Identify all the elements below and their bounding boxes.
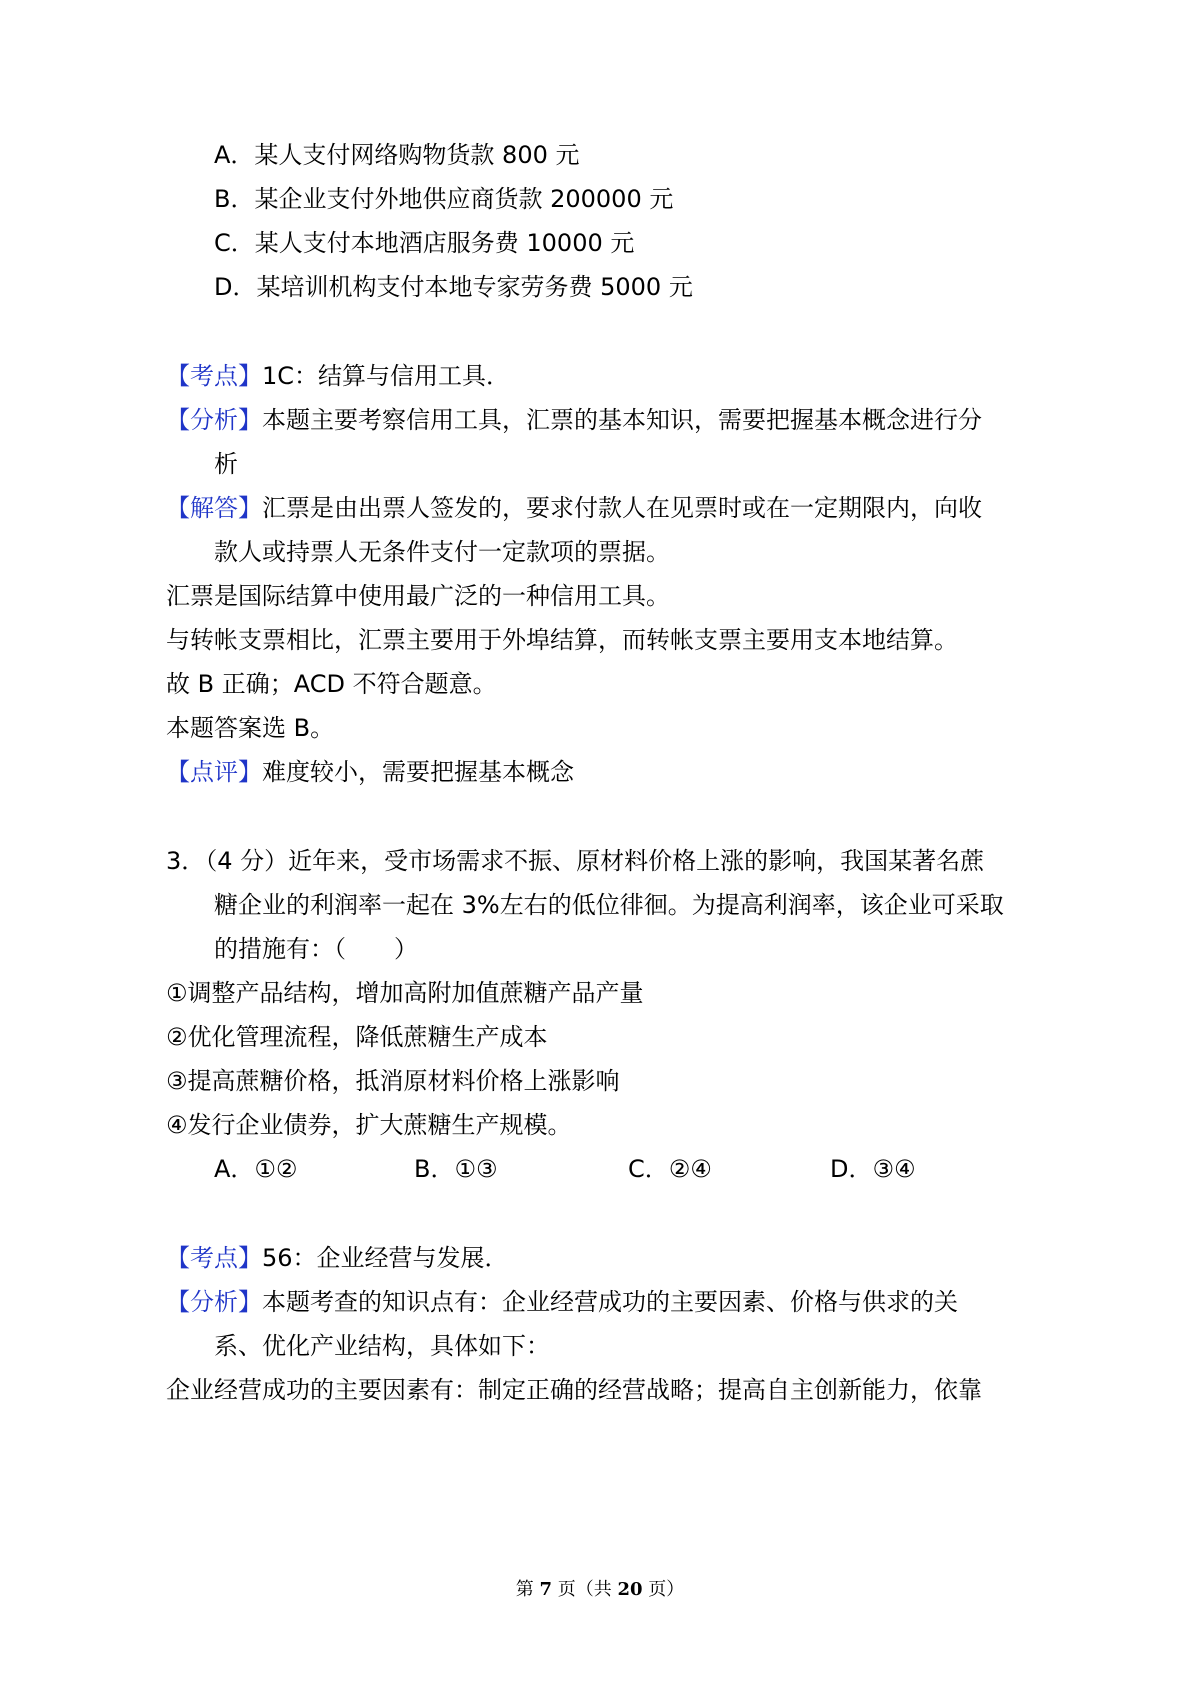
- q3-item-1: ①调整产品结构，增加高附加值蔗糖产品产量: [166, 979, 644, 1007]
- q2-option-a: A．某人支付网络购物货款 800 元: [214, 141, 580, 169]
- page-footer: [0, 1574, 1200, 1606]
- q3-option-d: D．③④: [830, 1155, 916, 1183]
- footer-middle: 页（共: [552, 1579, 618, 1600]
- dianping-text: 难度较小，需要把握基本概念: [262, 758, 574, 786]
- fenxi-tag: 【分析】: [166, 406, 262, 434]
- q2-fenxi: [166, 404, 982, 436]
- kaodian-tag: 【考点】: [166, 1244, 262, 1272]
- q2-option-b: B．某企业支付外地供应商货款 200000 元: [214, 185, 674, 213]
- q2-jieda: [166, 492, 982, 524]
- fenxi-text: 本题主要考察信用工具，汇票的基本知识，需要把握基本概念进行分: [262, 406, 982, 434]
- q2-option-c: C．某人支付本地酒店服务费 10000 元: [214, 229, 635, 257]
- jieda-text: 汇票是由出票人签发的，要求付款人在见票时或在一定期限内，向收: [262, 494, 982, 522]
- q3-option-a: A．①②: [214, 1155, 298, 1183]
- q2-fenxi-cont: 析: [214, 450, 238, 478]
- q3-para-1: 企业经营成功的主要因素有：制定正确的经营战略；提高自主创新能力，依靠: [166, 1376, 982, 1404]
- kaodian-tag: 【考点】: [166, 362, 262, 390]
- fenxi-tag: 【分析】: [166, 1288, 262, 1316]
- footer-suffix: 页）: [642, 1579, 685, 1600]
- q3-stem-cont-1: 糖企业的利润率一起在 3%左右的低位徘徊。为提高利润率，该企业可采取: [214, 891, 1004, 919]
- q2-kaodian: [166, 360, 510, 392]
- q2-dianping: [166, 756, 574, 788]
- q3-stem: 3．（4 分）近年来，受市场需求不振、原材料价格上涨的影响，我国某著名蔗: [166, 847, 985, 875]
- q2-option-d: D．某培训机构支付本地专家劳务费 5000 元: [214, 273, 693, 301]
- q3-fenxi: [166, 1286, 958, 1318]
- q2-jieda-cont: 款人或持票人无条件支付一定款项的票据。: [214, 538, 670, 566]
- q3-fenxi-cont: 系、优化产业结构，具体如下：: [214, 1332, 550, 1360]
- fenxi-text: 本题考查的知识点有：企业经营成功的主要因素、价格与供求的关: [262, 1288, 958, 1316]
- q3-item-3: ③提高蔗糖价格，抵消原材料价格上涨影响: [166, 1067, 620, 1095]
- q3-kaodian: [166, 1242, 509, 1274]
- kaodian-text: 56：企业经营与发展．: [262, 1244, 509, 1272]
- q2-para-4: 本题答案选 B。: [166, 714, 335, 742]
- dianping-tag: 【点评】: [166, 758, 262, 786]
- q3-option-c: C．②④: [628, 1155, 712, 1183]
- footer-total-pages: 20: [617, 1579, 643, 1600]
- q2-para-2: 与转帐支票相比，汇票主要用于外埠结算，而转帐支票主要用支本地结算。: [166, 626, 958, 654]
- footer-page-number: 7: [539, 1579, 552, 1600]
- kaodian-text: 1C：结算与信用工具．: [262, 362, 511, 390]
- q2-para-3: 故 B 正确；ACD 不符合题意。: [166, 670, 497, 698]
- q2-para-1: 汇票是国际结算中使用最广泛的一种信用工具。: [166, 582, 670, 610]
- q3-item-2: ②优化管理流程，降低蔗糖生产成本: [166, 1023, 548, 1051]
- footer-prefix: 第: [515, 1579, 540, 1600]
- jieda-tag: 【解答】: [166, 494, 262, 522]
- q3-option-b: B．①③: [414, 1155, 498, 1183]
- q3-item-4: ④发行企业债券，扩大蔗糖生产规模。: [166, 1111, 572, 1139]
- q3-stem-cont-2: 的措施有：（ ）: [214, 935, 418, 963]
